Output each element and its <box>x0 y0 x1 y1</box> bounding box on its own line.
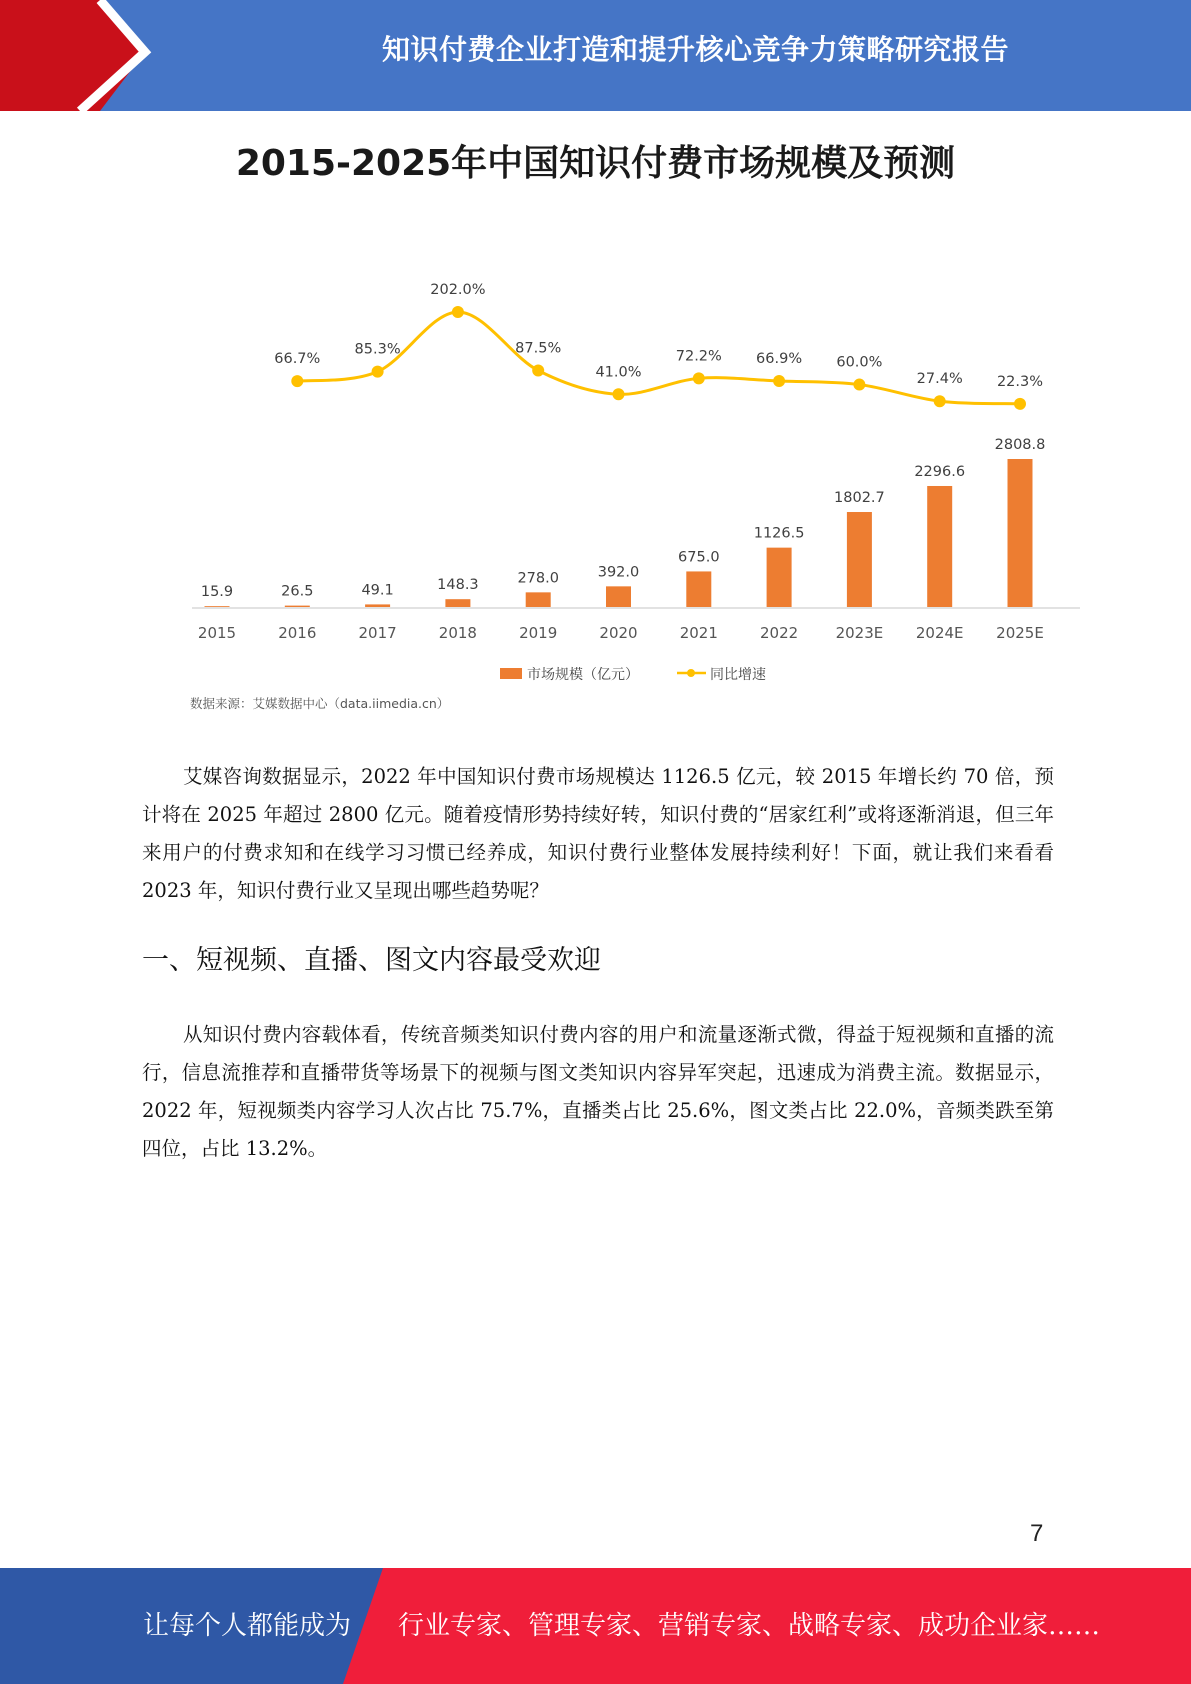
growth-label-2024E: 27.4% <box>916 371 963 388</box>
x-tick-2024E: 2024E <box>915 624 964 642</box>
page-header <box>0 0 1191 111</box>
growth-label-2023E: 60.0% <box>836 354 883 371</box>
paragraph-intro: 艾媒咨询数据显示，2022 年中国知识付费市场规模达 1126.5 亿元，较 2015 年增长约 70 倍，预计将在 2025 年超过 2800 亿元。随着疫情形势持续好转，知识付费的“居家红利”或将逐渐消退，但三年来用户的付费求知和在线学习习惯已经养成，知识付费行业整体发展持续利好！下面，就让我们来看看 2023 年，知识付费行业又呈现出哪些趋势呢？ <box>142 765 1054 902</box>
growth-label-2017: 85.3% <box>354 341 401 358</box>
growth-point-2020 <box>613 388 625 400</box>
growth-label-2025E: 22.3% <box>996 373 1044 390</box>
x-tick-2020: 2020 <box>599 624 638 642</box>
bar-2017 <box>365 604 390 607</box>
bar-label-2024E: 2296.6 <box>914 463 966 480</box>
bar-label-2025E: 2808.8 <box>994 437 1046 453</box>
growth-point-2016 <box>291 375 303 387</box>
growth-label-2020: 41.0% <box>595 364 642 381</box>
section-heading: 一、短视频、直播、图文内容最受欢迎 <box>142 945 601 976</box>
x-tick-2019: 2019 <box>519 624 558 642</box>
bar-label-2022: 1126.5 <box>753 525 805 542</box>
market-size-chart <box>180 240 1080 720</box>
x-tick-2018: 2018 <box>438 624 477 642</box>
growth-point-2018 <box>452 306 464 318</box>
legend-bar-swatch <box>500 668 522 679</box>
bar-2015 <box>205 606 230 607</box>
growth-label-2022: 66.9% <box>756 351 803 368</box>
bar-2019 <box>526 592 551 607</box>
bar-series <box>201 437 1046 607</box>
growth-label-2016: 66.7% <box>274 351 321 368</box>
growth-line <box>297 312 1020 404</box>
growth-label-2018: 202.0% <box>430 281 486 298</box>
growth-label-2019: 87.5% <box>515 340 562 357</box>
bar-label-2019: 278.0 <box>517 570 559 587</box>
growth-point-2023E <box>853 379 865 391</box>
growth-point-2019 <box>532 365 544 377</box>
bar-label-2016: 26.5 <box>281 583 314 600</box>
growth-point-2025E <box>1014 398 1026 410</box>
bar-2021 <box>686 571 711 607</box>
growth-point-2017 <box>372 366 384 378</box>
chart-title: 2015-2025年中国知识付费市场规模及预测 <box>235 143 956 184</box>
page-footer <box>0 1568 1191 1684</box>
bar-2024E <box>927 486 952 607</box>
legend-line-label: 同比增速 <box>710 667 766 683</box>
page-number: 7 <box>1030 1520 1044 1547</box>
growth-point-2021 <box>693 372 705 384</box>
x-tick-2025E: 2025E <box>996 624 1044 642</box>
bar-label-2018: 148.3 <box>437 577 479 594</box>
bar-2018 <box>445 599 470 607</box>
bar-2022 <box>767 548 792 607</box>
x-tick-2016: 2016 <box>278 624 317 642</box>
x-axis-ticks <box>198 624 1044 642</box>
bar-2023E <box>847 512 872 607</box>
chart-source: 数据来源：艾媒数据中心（data.iimedia.cn） <box>190 696 450 711</box>
x-tick-2015: 2015 <box>197 624 237 642</box>
header-title: 知识付费企业打造和提升核心竞争力策略研究报告 <box>381 33 1009 66</box>
bar-label-2021: 675.0 <box>678 549 720 566</box>
bar-label-2023E: 1802.7 <box>834 490 885 507</box>
legend-line-marker <box>687 669 695 677</box>
chart-legend <box>500 666 766 683</box>
bar-label-2020: 392.0 <box>597 564 640 581</box>
paragraph-content-formats: 从知识付费内容载体看，传统音频类知识付费内容的用户和流量逐渐式微，得益于短视频和直播的流行，信息流推荐和直播带货等场景下的视频与图文类知识内容异军突起，迅速成为消费主流。数据显示，2022 年，短视频类内容学习人次占比 75.7%，直播类占比 25.6%，图文类占比 22.0%，音频类跌至第四位，占比 13.2%。 <box>142 1023 1054 1160</box>
bar-2020 <box>606 586 631 607</box>
x-tick-2023E: 2023E <box>835 624 884 642</box>
bar-label-2015: 15.9 <box>200 584 234 601</box>
footer-slogan-right: 行业专家、管理专家、营销专家、战略专家、成功企业家…… <box>398 1611 1101 1641</box>
growth-label-2021: 72.2% <box>675 348 722 365</box>
legend-bar-label: 市场规模（亿元） <box>527 667 639 683</box>
growth-point-2022 <box>773 375 785 387</box>
x-tick-2022: 2022 <box>760 624 799 642</box>
x-tick-2017: 2017 <box>358 624 397 642</box>
bar-2025E <box>1008 459 1033 607</box>
bar-2016 <box>285 606 310 607</box>
bar-label-2017: 49.1 <box>361 582 394 599</box>
growth-point-2024E <box>934 395 946 407</box>
x-tick-2021: 2021 <box>679 624 718 642</box>
footer-slogan-left: 让每个人都能成为 <box>143 1611 352 1641</box>
growth-line-series <box>274 282 1043 410</box>
